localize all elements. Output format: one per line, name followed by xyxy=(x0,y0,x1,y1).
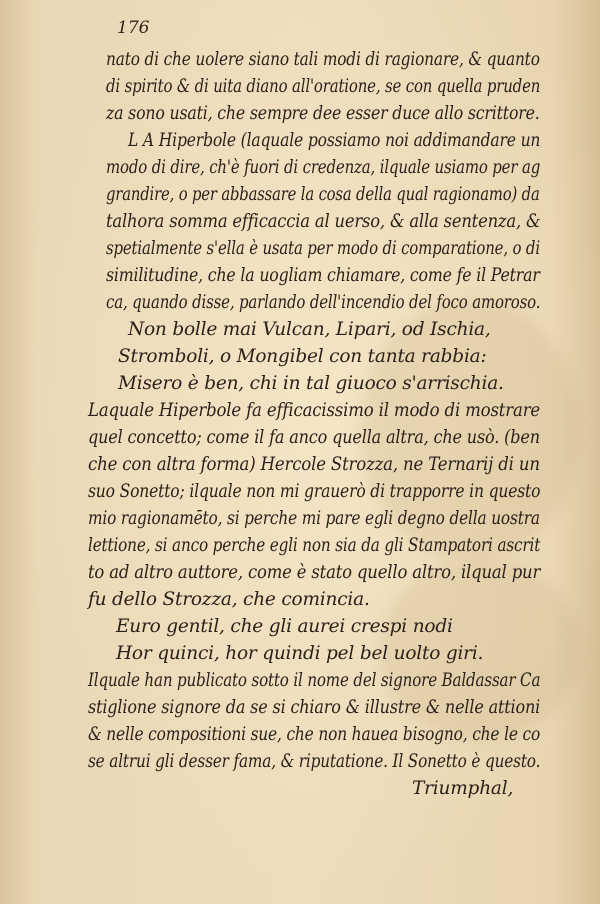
text-line: grandire, o per abbassare la cosa della qual ragionamo) da xyxy=(106,184,540,205)
text-line: & nelle compositioni sue, che non hauea bisogno, che le co xyxy=(88,724,541,745)
catchword: Triumphal, xyxy=(412,778,514,799)
text-line: lettione, si anco perche egli non sia da gli Stampatori ascrit xyxy=(88,535,541,556)
text-line: che con altra forma) Hercole Strozza, ne Ternarij di un xyxy=(88,454,540,475)
text-line: di spirito & di uita diano all'oratione, se con quella pruden xyxy=(106,76,541,97)
text-line: se altrui gli desser fama, & riputatione. Il Sonetto è questo. xyxy=(88,751,541,772)
text-line: nato di che uolere siano tali modi di ragionare, & quanto xyxy=(106,49,540,70)
text-line: Ilquale han publicato sotto il nome del signore Baldassar Ca xyxy=(88,670,541,691)
text-line: suo Sonetto; ilquale non mi grauerò di trapporre in questo xyxy=(88,481,541,502)
text-line: L A Hiperbole (laquale possiamo noi addimandare un xyxy=(128,130,541,151)
text-line: spetialmente s'ella è usata per modo di comparatione, o di xyxy=(106,238,540,259)
text-line: stiglione signore da se si chiaro & illustre & nelle attioni xyxy=(88,697,541,718)
text-line: modo di dire, ch'è fuori di credenza, ilquale usiamo per ag xyxy=(106,157,541,178)
page-number: 176 xyxy=(117,18,150,38)
text-line: za sono usati, che sempre dee esser duce allo scrittore. xyxy=(106,103,540,124)
text-line: ca, quando disse, parlando dell'incendio del foco amoroso. xyxy=(106,292,541,313)
text-line: similitudine, che la uogliam chiamare, come fe il Petrar xyxy=(106,265,540,286)
verse-line: Stromboli, o Mongibel con tanta rabbia: xyxy=(118,346,487,367)
verse-line: Hor quinci, hor quindi pel bel uolto giri. xyxy=(116,643,484,664)
text-line: to ad altro auttore, come è stato quello altro, ilqual pur xyxy=(88,562,541,583)
text-line: mio ragionamēto, si perche mi pare egli degno della uostra xyxy=(88,508,540,529)
verse-line: Euro gentil, che gli aurei crespi nodi xyxy=(116,616,453,637)
text-line: fu dello Strozza, che comincia. xyxy=(88,589,370,610)
text-line: Laquale Hiperbole fa efficacissimo il modo di mostrare xyxy=(88,400,541,421)
text-line: quel concetto; come il fa anco quella altra, che usò. (ben xyxy=(88,427,540,448)
verse-line: Misero è ben, chi in tal giuoco s'arrischia. xyxy=(118,373,504,394)
verse-line: Non bolle mai Vulcan, Lipari, od Ischia, xyxy=(128,319,491,340)
text-line: talhora somma efficaccia al uerso, & alla sentenza, & xyxy=(106,211,541,232)
